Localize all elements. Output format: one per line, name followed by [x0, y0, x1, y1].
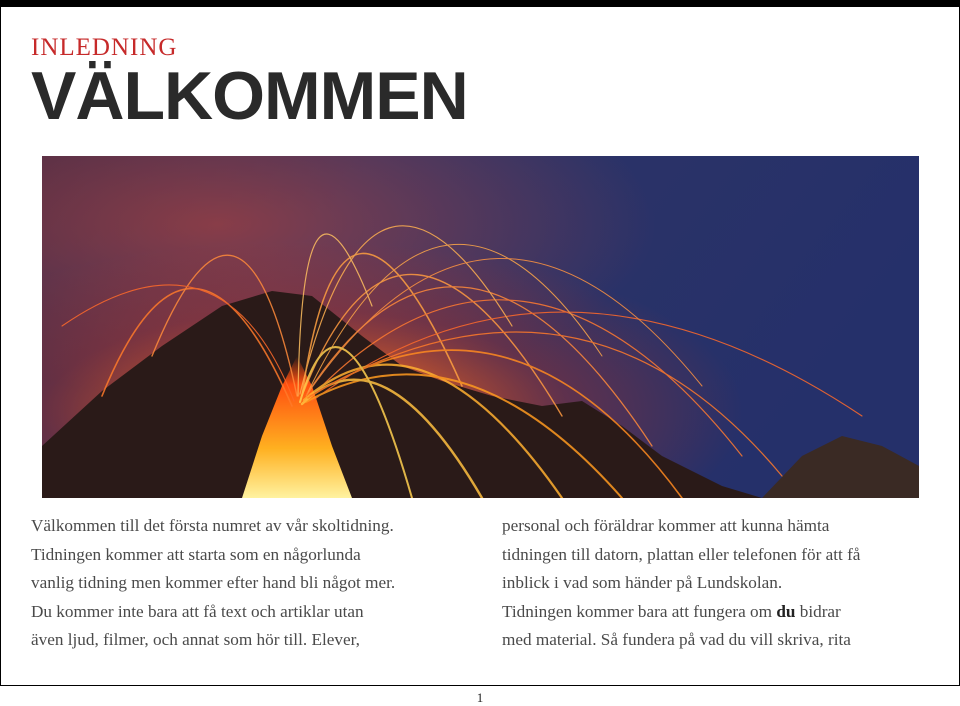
body-line: vanlig tidning men kommer efter hand bli något mer.: [31, 573, 396, 592]
body-line: Tidningen kommer att starta som en någorlunda: [31, 544, 361, 564]
body-column-left: [31, 512, 471, 655]
body-text: bidrar: [795, 601, 841, 621]
body-line: med material. Så fundera på vad du vill skriva, rita: [502, 630, 851, 649]
body-line: Välkommen till det första numret av vår skoltidning.: [31, 516, 394, 535]
page-title: VÄLKOMMEN: [31, 58, 468, 134]
top-border: [0, 0, 960, 7]
body-line: Du kommer inte bara att få text och artiklar utan: [31, 601, 364, 621]
body-line: tidningen till datorn, plattan eller telefonen för att få: [502, 544, 861, 564]
body-line: personal och föräldrar kommer att kunna hämta: [502, 516, 830, 535]
body-column-right: [502, 512, 932, 655]
page-number: 1: [476, 690, 484, 705]
body-line: inblick i vad som händer på Lundskolan.: [502, 573, 783, 592]
body-line: [502, 598, 932, 627]
section-kicker: INLEDNING: [31, 34, 178, 61]
volcano-photo: [42, 156, 919, 498]
body-line: även ljud, filmer, och annat som hör till. Elever,: [31, 630, 360, 649]
body-text: Tidningen kommer bara att fungera om: [502, 601, 777, 621]
emphasis-du: du: [776, 601, 796, 621]
volcano-illustration: [42, 156, 919, 498]
